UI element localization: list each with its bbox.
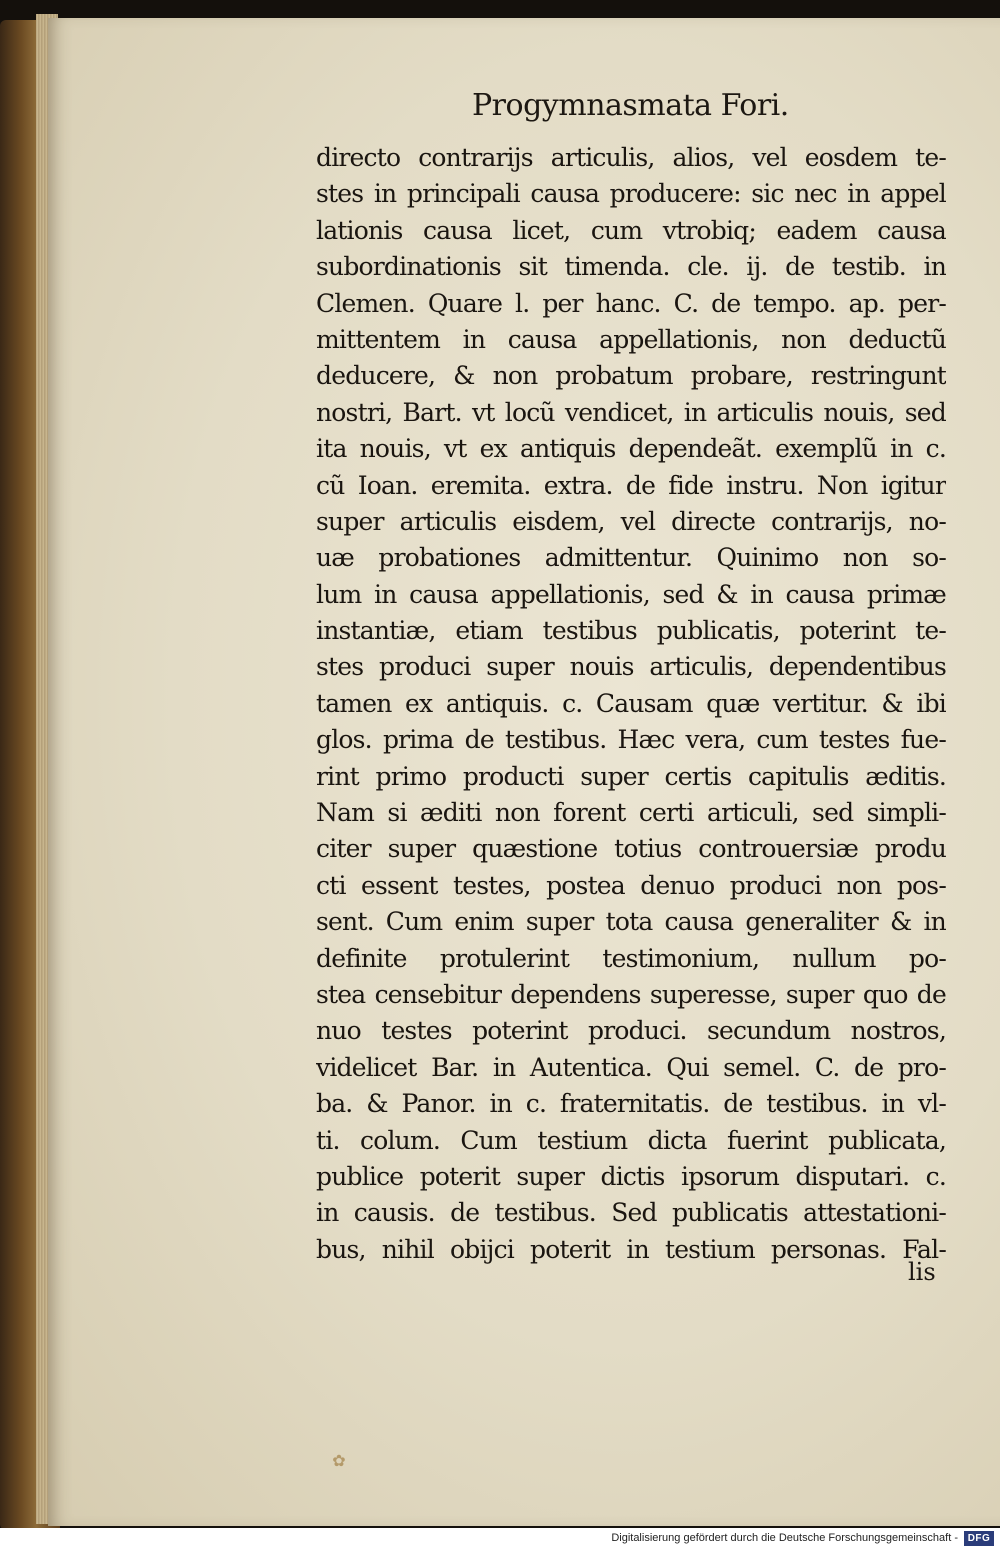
funding-credit: Digitalisierung gefördert durch die Deutsche Forschungsgemeinschaft -	[611, 1532, 958, 1544]
text-line: videlicet Bar. in Autentica. Qui semel. C. de pro-	[316, 1052, 946, 1082]
text-line: glos. prima de testibus. Hæc vera, cum testes fue-	[316, 725, 946, 755]
text-line: citer super quæstione totius controuersiæ produ	[316, 834, 946, 864]
text-line: instantiæ, etiam testibus publicatis, poterint te-	[316, 616, 946, 646]
text-line: cti essent testes, postea denuo produci non pos-	[316, 870, 946, 900]
text-line: stea censebitur dependens superesse, super quo de	[316, 979, 946, 1009]
footer-bar	[0, 1528, 1000, 1550]
text-line: stes in principali causa producere: sic nec in appel	[316, 179, 946, 209]
catchword: lis	[908, 1258, 936, 1286]
text-line: Clemen. Quare l. per hanc. C. de tempo. ap. per-	[316, 288, 946, 318]
main-text-block	[316, 140, 946, 1268]
text-line: super articulis eisdem, vel directe contrarijs, no-	[316, 506, 946, 536]
text-line: publice poterit super dictis ipsorum disputari. c.	[316, 1161, 946, 1191]
text-line: lum in causa appellationis, sed & in causa primæ	[316, 579, 946, 609]
text-line: bus, nihil obijci poterit in testium personas. Fal-	[316, 1234, 946, 1264]
text-line: tamen ex antiquis. c. Causam quæ vertitur. & ibi	[316, 688, 946, 718]
text-line: in causis. de testibus. Sed publicatis attestationi-	[316, 1198, 946, 1228]
text-line: stes produci super nouis articulis, dependentibus	[316, 652, 946, 682]
text-line: nostri, Bart. vt locũ vendicet, in articulis nouis, sed	[316, 397, 946, 427]
ornament-mark-icon: ✿	[332, 1451, 346, 1470]
running-head: Progymnasmata Fori.	[472, 88, 789, 123]
text-line: ti. colum. Cum testium dicta fuerint publicata,	[316, 1125, 946, 1155]
text-line: sent. Cum enim super tota causa generaliter & in	[316, 907, 946, 937]
text-line: deducere, & non probatum probare, restringunt	[316, 361, 946, 391]
dfg-logo: DFG	[964, 1531, 994, 1546]
text-line: directo contrarijs articulis, alios, vel eosdem te-	[316, 143, 946, 172]
text-line: ba. & Panor. in c. fraternitatis. de testibus. in vl-	[316, 1089, 946, 1119]
text-line: definite protulerint testimonium, nullum po-	[316, 943, 946, 973]
text-line: nuo testes poterint produci. secundum nostros,	[316, 1016, 946, 1046]
text-line: ita nouis, vt ex antiquis dependeãt. exemplũ in c.	[316, 434, 946, 464]
text-line: lationis causa licet, cum vtrobiq; eadem causa	[316, 215, 946, 245]
text-line: mittentem in causa appellationis, non deductũ	[316, 324, 946, 354]
text-line: Nam si æditi non forent certi articuli, sed simpli-	[316, 798, 946, 828]
text-line: uæ probationes admittentur. Quinimo non so-	[316, 543, 946, 573]
text-line: rint primo producti super certis capitulis æditis.	[316, 761, 946, 791]
text-line: cũ Ioan. eremita. extra. de fide instru. Non igitur	[316, 470, 946, 500]
text-line: subordinationis sit timenda. cle. ij. de testib. in	[316, 252, 946, 282]
